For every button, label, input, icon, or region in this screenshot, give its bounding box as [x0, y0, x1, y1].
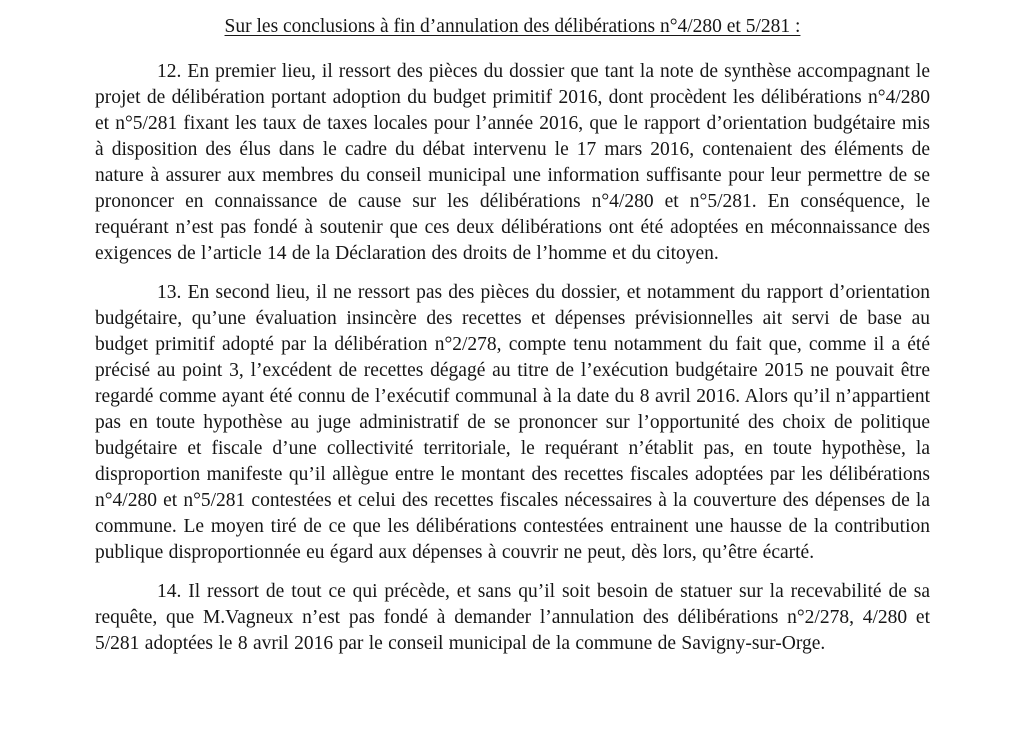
paragraph-14: 14. Il ressort de tout ce qui précède, et sans qu’il soit besoin de statuer sur la recevabilité de sa requête, que M.Vagneux n’est pas fondé à demander l’annulation des délibérations n°2/278, 4/280 et 5/281 adoptées le 8 avril 2016 par le conseil municipal de la commune de Savigny-sur-Orge.: [95, 581, 930, 654]
section-heading-text: Sur les conclusions à fin d’annulation des délibérations n°4/280 et 5/281 :: [224, 16, 801, 37]
section-heading: [95, 14, 930, 40]
paragraph-12: 12. En premier lieu, il ressort des pièces du dossier que tant la note de synthèse accompagnant le projet de délibération portant adoption du budget primitif 2016, dont procèdent les délibérations n°4/280 et n°5/281 fixant les taux de taxes locales pour l’année 2016, que le rapport d’orientation budgétaire mis à disposition des élus dans le cadre du débat intervenu le 17 mars 2016, contenaient des éléments de nature à assurer aux membres du conseil municipal une information suffisante pour leur permettre de se prononcer en connaissance de cause sur les délibérations n°4/280 et n°5/281. En conséquence, le requérant n’est pas fondé à soutenir que ces deux délibérations ont été adoptées en méconnaissance des exigences de l’article 14 de la Déclaration des droits de l’homme et du citoyen.: [95, 61, 930, 264]
paragraph-13: 13. En second lieu, il ne ressort pas des pièces du dossier, et notamment du rapport d’orientation budgétaire, qu’une évaluation insincère des recettes et dépenses prévisionnelles ait servi de base au budget primitif adopté par la délibération n°2/278, compte tenu notamment du fait que, comme il a été précisé au point 3, l’excédent de recettes dégagé au titre de l’exécution budgétaire 2015 ne pouvait être regardé comme ayant été connu de l’exécutif communal à la date du 8 avril 2016. Alors qu’il n’appartient pas en toute hypothèse au juge administratif de se prononcer sur l’opportunité des choix de politique budgétaire et fiscale d’une collectivité territoriale, le requérant n’établit pas, en toute hypothèse, la disproportion manifeste qu’il allègue entre le montant des recettes fiscales adoptées par les délibérations n°4/280 et n°5/281 contestées et celui des recettes fiscales nécessaires à la couverture des dépenses de la commune. Le moyen tiré de ce que les délibérations contestées entrainent une hausse de la contribution publique disproportionnée eu égard aux dépenses à couvrir ne peut, dès lors, qu’être écarté.: [95, 282, 930, 563]
